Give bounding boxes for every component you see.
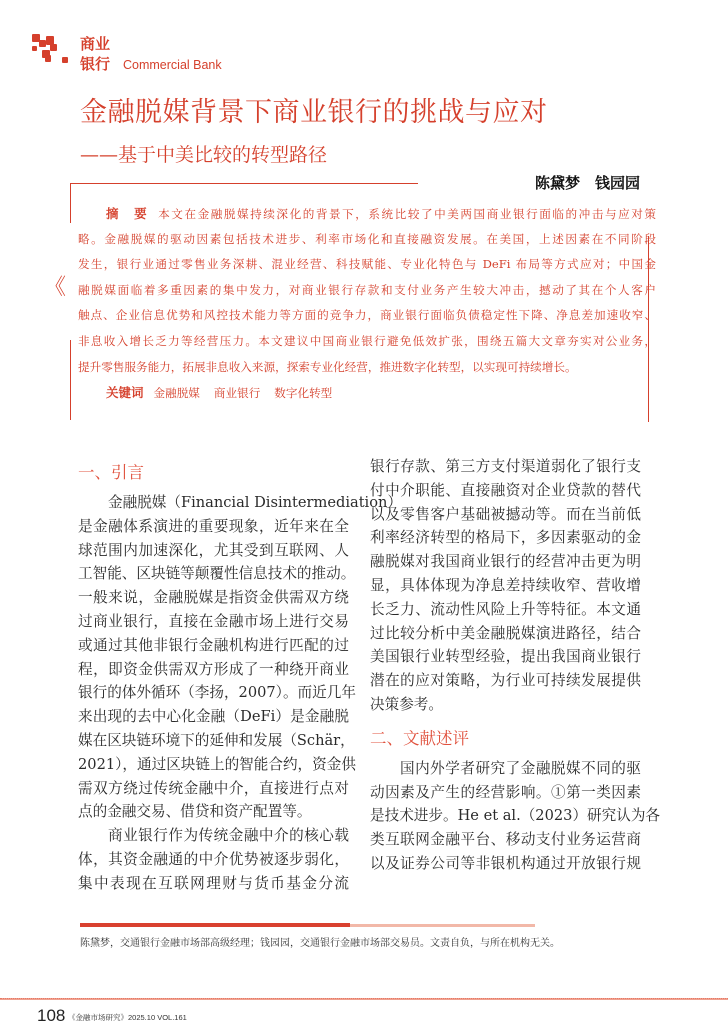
logo-mark [39,40,46,47]
logo [30,32,70,66]
body-line: 球范围内加速深化，尤其受到互联网、人 [78,541,349,559]
section-heading-literature: 二、文献述评 [370,728,469,748]
body-line: 需双方绕过传统金融中介，直接进行点对 [78,779,349,797]
article-subtitle: ——基于中美比较的转型路径 [80,144,328,166]
body-line: 过商业银行，直接在金融市场上进行交易 [78,612,349,630]
abstract-border-top [70,183,418,184]
body-line: 决策参考。 [370,695,443,713]
body-line: 美国银行业转型经验，提出我国商业银行 [370,648,641,666]
body-line: 银行存款、第三方支付渠道弱化了银行支 [370,458,641,475]
body-line: 商业银行作为传统金融中介的核心载 [108,827,349,845]
double-chevron-icon: 《 [44,275,67,300]
body-line: 付中介职能、直接融资对企业贷款的替代 [370,481,641,499]
abstract-line: 非息收入增长乏力等经营压力。本文建议中国商业银行避免低效扩张，围绕五篇大文章夯实对公业务， [78,333,656,348]
body-line: 融脱媒对我国商业银行的经营冲击更为明 [370,553,641,571]
abstract-line: 略。金融脱媒的驱动因素包括技术进步、利率市场化和直接融资发展。在美国，上述因素在不同阶段 [78,231,656,246]
footnote-divider [80,923,350,927]
body-line: 银行的体外循环（李扬，2007）。而近几年 [78,684,356,702]
abstract-line: 触点、企业信息优势和风控技术能力等方面的竞争力，商业银行面临负债稳定性下降、净息差加速收窄、 [78,308,656,323]
brand-english: Commercial Bank [123,58,222,72]
body-line: 来出现的去中心化金融（DeFi）是金融脱 [78,708,349,726]
journal-info: 《金融市场研究》2025.10 VOL.161 [68,1013,187,1022]
logo-mark [50,44,57,51]
body-line: 是金融体系演进的重要现象，近年来在全 [78,517,349,535]
body-line: 利率经济转型的格局下，多因素驱动的金 [370,529,641,547]
abstract [78,201,656,406]
body-line: 显，具体体现为净息差持续收窄、营收增 [370,576,641,594]
body-line: 金融脱媒（Financial Disintermediation） [108,494,403,511]
abstract-line: 提升零售服务能力，拓展非息收入来源，探索专业化经营，推进数字化转型，以实现可持续增长。 [78,359,577,374]
left-column [78,455,403,896]
abstract-line: 发生，银行业通过零售业务深耕、混业经营、科技赋能、专业化特色与 DeFi 布局等方式应对；中国金 [78,257,656,272]
body-line: 是技术进步。He et al.（2023）研究认为各 [370,807,661,825]
body-line: 或通过其他非银行金融机构进行匹配的过 [78,636,349,654]
keyword: 金融脱媒 [153,386,200,401]
body-line: 体，其资金融通的中介优势被逐步弱化， [78,850,349,868]
abstract-line: 融脱媒面临着多重因素的集中发力，对商业银行存款和支付业务产生较大冲击，撼动了其在个人客户 [78,282,656,297]
logo-mark [45,55,51,62]
body-line: 以及零售客户基础被撼动等。而在当前低 [370,505,641,523]
body-line: 潜在的应对策略，为行业可持续发展提供 [370,672,641,690]
abstract-label: 摘 要 [106,206,149,221]
right-column [370,455,661,876]
abstract-line: 本文在金融脱媒持续深化的背景下，系统比较了中美两国商业银行面临的冲击与应对策 [158,207,656,221]
body-line: 类互联网金融平台、移动支付业务运营商 [370,831,641,849]
author-footnote: 陈黛梦，交通银行金融市场部高级经理；钱园园，交通银行金融市场部交易员。文责自负，与所在机构无关。 [80,938,560,949]
body-line: 媒在区块链环境下的延伸和发展（Schär， [78,731,355,749]
keyword: 商业银行 [213,386,261,401]
keyword: 数字化转型 [274,386,333,401]
abstract-border-left [70,340,71,420]
authors: 陈黛梦 钱园园 [534,174,640,192]
logo-mark [32,46,37,51]
body-line: 长乏力、流动性风险上升等特征。本文通 [370,600,641,618]
body-line: 国内外学者研究了金融脱媒不同的驱 [400,759,641,777]
article-title: 金融脱媒背景下商业银行的挑战与应对 [80,97,548,128]
body-line: 程，即资金供需双方形成了一种绕开商业 [78,660,349,678]
footnote-divider-light [350,924,535,927]
body-line: 集中表现在互联网理财与货币基金分流 [78,874,349,892]
logo-mark [62,57,68,63]
body-line: 工智能、区块链等颠覆性信息技术的推动。 [78,565,356,583]
brand-line2: 银行 [80,55,111,73]
abstract-border-left [70,183,71,223]
body-line: 过比较分析中美金融脱媒演进路径，结合 [370,624,641,642]
footer-divider [0,998,728,1000]
keywords-label: 关键词 [106,385,144,401]
section-heading-intro: 一、引言 [78,463,144,482]
body-line: 2021），通过区块链上的智能合约，资金供 [78,755,356,773]
brand-line1: 商业 [80,35,111,53]
page-number: 108 [37,1006,66,1025]
body-line: 点的金融交易、借贷和资产配置等。 [78,803,312,821]
body-line: 动因素及产生的经营影响。①第一类因素 [370,783,641,801]
keywords [78,380,656,406]
body-line: 一般来说，金融脱媒是指资金供需双方绕 [78,589,349,607]
body-line: 以及证券公司等非银机构通过开放银行规 [370,854,641,872]
